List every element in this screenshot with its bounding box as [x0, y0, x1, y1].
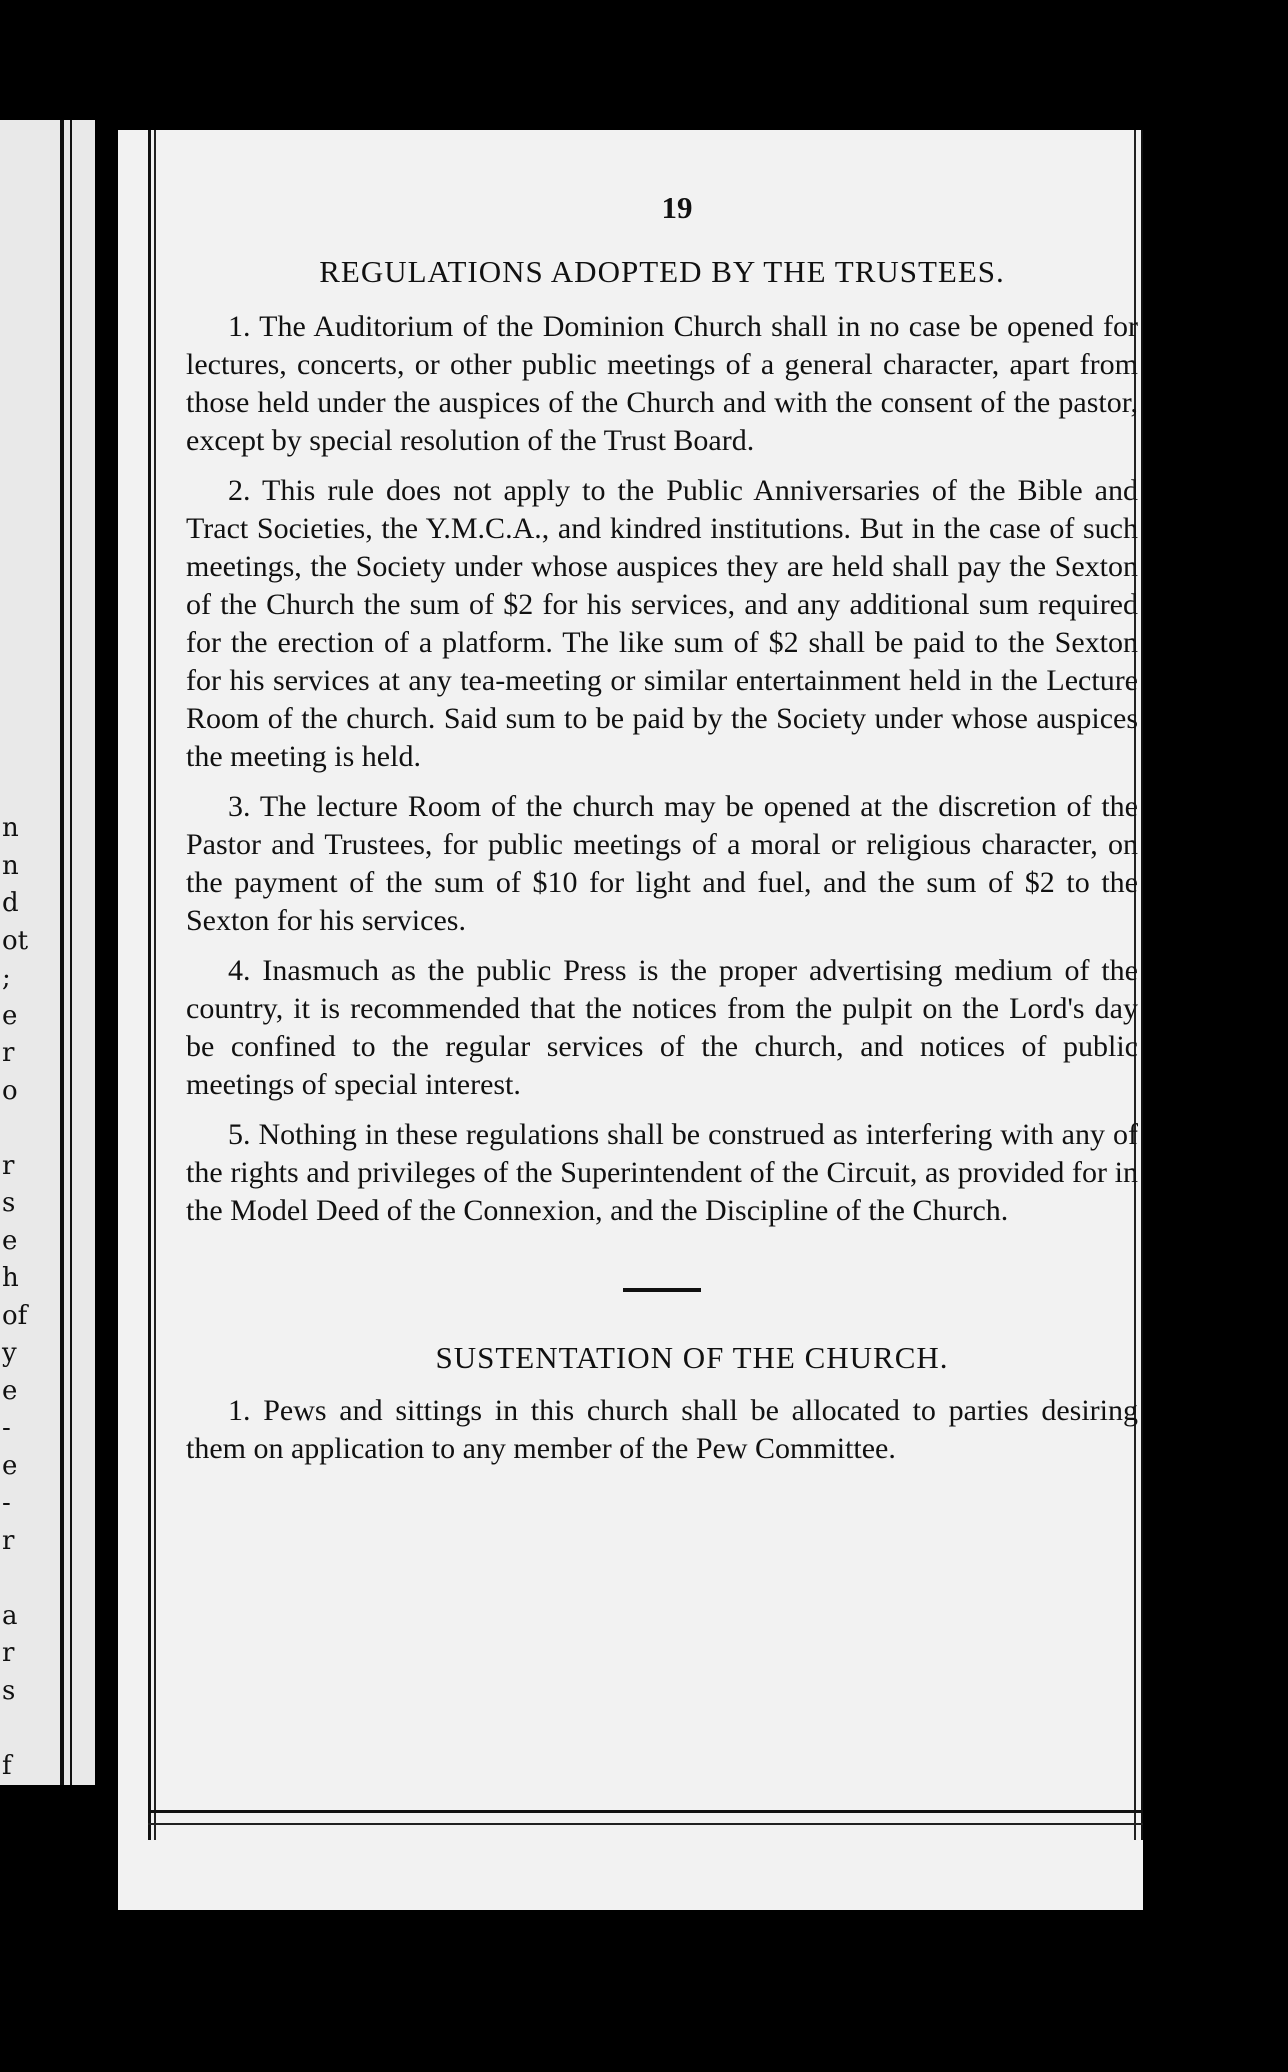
- left-fragment: n: [2, 813, 19, 843]
- left-fragment: -: [2, 1488, 11, 1518]
- left-fragment: e: [2, 1225, 18, 1256]
- regulation-paragraph: 1. The Auditorium of the Dominion Church shall in no case be opened for lectures, concerts, or other public meetings of a general character, apart from those held under the auspices of the Church and with the consent of the pastor, except by special resolution of the Trust Board.: [186, 310, 1138, 457]
- left-page-fragment: [0, 120, 95, 1785]
- regulation-paragraph: 2. This rule does not apply to the Public Anniversaries of the Bible and Tract Societies, the Y.M.C.A., and kindred institutions. But in the case of such meetings, the Society under whose auspices they are held shall pay the Sexton of the Church the sum of $2 for his services, and any additional sum required for the erection of a platform. The like sum of $2 shall be paid to the Sexton for his services at any tea-meeting or similar entertainment held in the Lecture Room of the church. Said sum to be paid by the Society under whose auspices the meeting is held.: [186, 474, 1138, 773]
- left-fragment: y: [2, 1338, 17, 1368]
- left-fragment: ;: [2, 963, 11, 993]
- left-fragment: n: [2, 850, 19, 881]
- left-page-gutter-line: [60, 120, 64, 1785]
- left-fragment: r: [2, 1525, 15, 1556]
- left-fragment: e: [2, 1000, 18, 1031]
- section-heading: REGULATIONS ADOPTED BY THE TRUSTEES.: [319, 254, 1005, 289]
- section-divider: [623, 1288, 701, 1292]
- left-fragment: [2, 1110, 32, 1148]
- regulation-paragraph: 3. The lecture Room of the church may be opened at the discretion of the Pastor and Trustees, for public meetings of a moral or religious character, on the payment of the sum of $10 for light and fuel, and the sum of $2 to the Sexton for his services.: [186, 790, 1138, 937]
- right-page-edge: [1143, 130, 1145, 1910]
- left-page-gutter-line-inner: [70, 120, 72, 1785]
- left-fragment: f: [2, 1750, 12, 1781]
- regulation-paragraph: 5. Nothing in these regulations shall be construed as interfering with any of the rights and privileges of the Superintendent of the Circuit, as provided for in the Model Deed of the Connexion, and the Discipline of the Church.: [186, 1118, 1138, 1227]
- left-fragment: d: [2, 888, 19, 918]
- book-page: [118, 130, 1143, 1910]
- left-fragment: h: [2, 1263, 19, 1293]
- left-fragment: [2, 1560, 32, 1598]
- left-fragment: o: [2, 1075, 18, 1106]
- left-fragment: s: [2, 1675, 16, 1706]
- left-fragment: -: [2, 1413, 11, 1443]
- left-fragment: [2, 1710, 32, 1748]
- page-border-bottom: [148, 1810, 1144, 1825]
- left-fragment: r: [2, 1638, 15, 1668]
- left-fragment: s: [2, 1188, 16, 1218]
- left-fragment: of: [2, 1300, 28, 1331]
- left-page-letters: [2, 810, 32, 1785]
- left-fragment: e: [2, 1375, 18, 1406]
- section-heading-sustentation: SUSTENTATION OF THE CHURCH.: [435, 1340, 949, 1375]
- regulation-paragraph: 4. Inasmuch as the public Press is the proper advertising medium of the country, it is recommended that the notices from the pulpit on the Lord's day be confined to the regular services of the church, and notices of public meetings of special interest.: [186, 954, 1138, 1101]
- left-fragment: a: [2, 1600, 18, 1631]
- left-fragment: r: [2, 1038, 15, 1068]
- left-fragment: e: [2, 1450, 18, 1481]
- page-number: 19: [661, 190, 693, 225]
- page-text: [186, 190, 1138, 1480]
- left-fragment: r: [2, 1150, 15, 1181]
- left-fragment: ot: [2, 925, 29, 956]
- sustentation-paragraph: 1. Pews and sittings in this church shall be allocated to parties desiring them on application to any member of the Pew Committee.: [186, 1394, 1138, 1465]
